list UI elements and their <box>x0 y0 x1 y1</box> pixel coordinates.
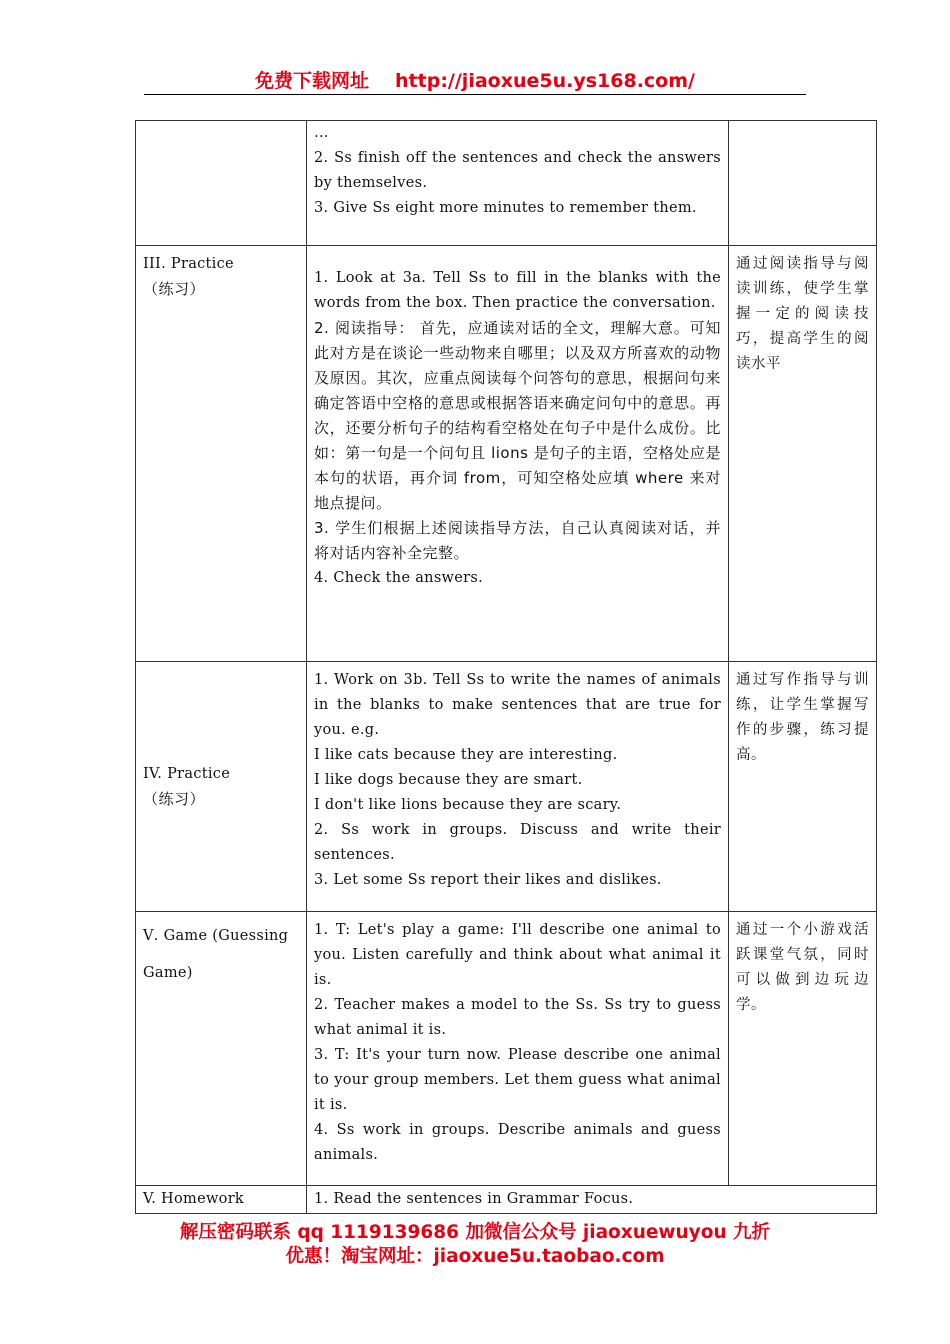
step-text: 1. T: Let's play a game: I'll describe one animal to you. Listen carefully and think about what animal it is. <box>314 922 721 988</box>
table-row <box>136 912 877 1186</box>
purpose-cell <box>729 662 877 912</box>
steps-cell <box>307 246 729 662</box>
download-header <box>0 66 950 93</box>
stage-label: IV. Practice <box>143 765 231 782</box>
steps-cell <box>307 1186 877 1214</box>
purpose-text: 通过写作指导与训练，让学生掌握写作的步骤，练习提高。 <box>736 672 869 763</box>
stage-cell <box>136 1186 307 1214</box>
step-text: 3. T: It's your turn now. Please describe one animal to your group members. Let them guess what animal it is. <box>314 1047 721 1113</box>
footer-contact-line: 解压密码联系 qq 1119139686 加微信公众号 jiaoxuewuyou 九折 <box>179 1222 771 1243</box>
stage-cell <box>136 662 307 912</box>
step-text: 3. Let some Ss report their likes and dislikes. <box>314 872 662 888</box>
header-divider <box>144 94 806 95</box>
lesson-plan-table <box>135 120 877 1214</box>
stage-label: III. Practice <box>143 256 234 272</box>
table-row <box>136 246 877 662</box>
header-url-link[interactable]: http://jiaoxue5u.ys168.com/ <box>395 70 695 92</box>
stage-cell <box>136 912 307 1186</box>
steps-cell <box>307 121 729 246</box>
table-row <box>136 121 877 246</box>
step-text: 2. 阅读指导： 首先，应通读对话的全文，理解大意。可知此对方是在谈论一些动物来自哪里；以及双方所喜欢的动物及原因。其次，应重点阅读每个问答句的意思，根据问句来确定答语中空格的意思或根据答语来确定问句中的意思。再次，还要分析句子的结构看空格处在句子中是什么成份。比如：第一句是一个问句且 lions 是句子的主语，空格处应是本句的状语，再介词 from，可知空格处应填 where 来对地点提问。 <box>314 319 721 512</box>
purpose-cell <box>729 912 877 1186</box>
step-text: 3. Give Ss eight more minutes to remember them. <box>314 200 697 216</box>
table-row <box>136 662 877 912</box>
purpose-cell <box>729 246 877 662</box>
stage-label: Ⅴ. Game (Guessing Game) <box>143 928 289 981</box>
header-label: 免费下载网址 <box>255 70 370 92</box>
steps-cell <box>307 912 729 1186</box>
stage-label: V. Homework <box>143 1191 245 1207</box>
step-text: I don't like lions because they are scary. <box>314 797 622 813</box>
table-row <box>136 1186 877 1214</box>
step-text: 2. Ss finish off the sentences and check the answers by themselves. <box>314 150 721 191</box>
step-text: I like cats because they are interesting. <box>314 747 618 763</box>
steps-cell <box>307 662 729 912</box>
step-text: 3. 学生们根据上述阅读指导方法，自己认真阅读对话，并将对话内容补全完整。 <box>314 519 721 562</box>
step-text: 4. Check the answers. <box>314 570 484 586</box>
purpose-cell <box>729 121 877 246</box>
footer-shop-line[interactable]: 优惠！淘宝网址：jiaoxue5u.taobao.com <box>285 1246 665 1267</box>
step-text: 4. Ss work in groups. Describe animals and guess animals. <box>314 1122 721 1163</box>
stage-cell <box>136 121 307 246</box>
step-text: I like dogs because they are smart. <box>314 772 583 788</box>
purpose-text: 通过一个小游戏活跃课堂气氛，同时可以做到边玩边学。 <box>736 922 869 1013</box>
step-text: 2. Teacher makes a model to the Ss. Ss try to guess what animal it is. <box>314 997 721 1038</box>
step-text: 1. Work on 3b. Tell Ss to write the names of animals in the blanks to make sentences that are true for you. e.g. <box>314 672 721 738</box>
purpose-text: 通过阅读指导与阅读训练，使学生掌握一定的阅读技巧，提高学生的阅读水平 <box>736 256 869 372</box>
step-text: 2. Ss work in groups. Discuss and write their sentences. <box>314 822 721 863</box>
stage-cell <box>136 246 307 662</box>
step-text: 1. Read the sentences in Grammar Focus. <box>314 1191 634 1207</box>
step-text: … <box>314 125 329 141</box>
stage-note: （练习） <box>143 789 206 808</box>
step-text: 1. Look at 3a. Tell Ss to fill in the blanks with the words from the box. Then practice the conversation. <box>314 270 721 311</box>
stage-note: （练习） <box>143 280 206 298</box>
